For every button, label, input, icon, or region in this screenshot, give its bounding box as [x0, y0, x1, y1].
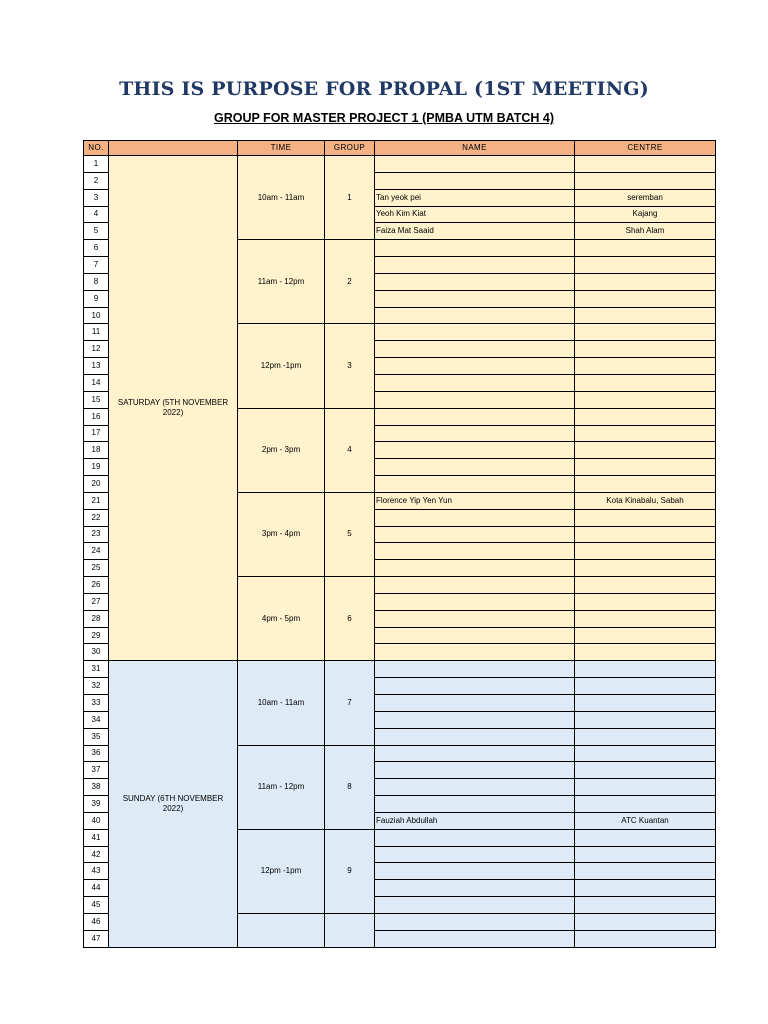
participant-name-cell [375, 627, 575, 644]
participant-name-cell [375, 324, 575, 341]
centre-cell [575, 374, 716, 391]
col-header-no: NO. [84, 141, 109, 156]
row-number: 2 [84, 172, 109, 189]
participant-name-cell [375, 374, 575, 391]
row-number: 6 [84, 240, 109, 257]
row-number: 16 [84, 408, 109, 425]
centre-cell [575, 476, 716, 493]
participant-name-cell [375, 745, 575, 762]
centre-cell [575, 863, 716, 880]
participant-name-cell [375, 610, 575, 627]
centre-cell [575, 745, 716, 762]
participant-name-cell [375, 240, 575, 257]
centre-cell [575, 290, 716, 307]
row-number: 45 [84, 897, 109, 914]
row-number: 43 [84, 863, 109, 880]
participant-name-cell [375, 661, 575, 678]
col-header-day [109, 141, 238, 156]
centre-cell [575, 678, 716, 695]
row-number: 17 [84, 425, 109, 442]
centre-cell [575, 846, 716, 863]
centre-cell [575, 560, 716, 577]
participant-name-cell [375, 526, 575, 543]
participant-name-cell [375, 341, 575, 358]
centre-cell [575, 880, 716, 897]
row-number: 27 [84, 593, 109, 610]
row-number: 3 [84, 189, 109, 206]
centre-cell [575, 391, 716, 408]
centre-cell [575, 728, 716, 745]
centre-cell: seremban [575, 189, 716, 206]
centre-cell [575, 593, 716, 610]
time-slot-cell: 11am - 12pm [238, 240, 325, 324]
centre-cell [575, 273, 716, 290]
group-number-cell: 7 [325, 661, 375, 745]
day-cell: SATURDAY (5TH NOVEMBER 2022) [109, 156, 238, 661]
participant-name-cell [375, 796, 575, 813]
participant-name-cell [375, 509, 575, 526]
group-number-cell: 2 [325, 240, 375, 324]
group-number-cell: 3 [325, 324, 375, 408]
centre-cell [575, 307, 716, 324]
time-slot-cell: 3pm - 4pm [238, 492, 325, 576]
participant-name-cell [375, 880, 575, 897]
row-number: 19 [84, 459, 109, 476]
col-header-centre: CENTRE [575, 141, 716, 156]
time-slot-cell: 12pm -1pm [238, 829, 325, 913]
row-number: 37 [84, 762, 109, 779]
participant-name-cell [375, 897, 575, 914]
participant-name-cell [375, 425, 575, 442]
participant-name-cell [375, 543, 575, 560]
participant-name-cell: Faiza Mat Saaid [375, 223, 575, 240]
centre-cell [575, 156, 716, 173]
row-number: 28 [84, 610, 109, 627]
row-number: 20 [84, 476, 109, 493]
centre-cell: Shah Alam [575, 223, 716, 240]
group-number-cell: 1 [325, 156, 375, 240]
row-number: 12 [84, 341, 109, 358]
centre-cell [575, 459, 716, 476]
centre-cell [575, 543, 716, 560]
group-number-cell: 5 [325, 492, 375, 576]
participant-name-cell [375, 156, 575, 173]
participant-name-cell [375, 273, 575, 290]
time-slot-cell: 10am - 11am [238, 661, 325, 745]
participant-name-cell [375, 678, 575, 695]
participant-name-cell: Tan yeok pei [375, 189, 575, 206]
group-number-cell: 6 [325, 577, 375, 661]
centre-cell [575, 762, 716, 779]
table-row [84, 661, 716, 678]
participant-name-cell [375, 442, 575, 459]
row-number: 11 [84, 324, 109, 341]
participant-name-cell [375, 930, 575, 947]
day-cell: SUNDAY (6TH NOVEMBER 2022) [109, 661, 238, 947]
participant-name-cell [375, 560, 575, 577]
centre-cell [575, 408, 716, 425]
centre-cell [575, 610, 716, 627]
group-number-cell [325, 913, 375, 947]
schedule-table [83, 140, 716, 948]
centre-cell [575, 930, 716, 947]
participant-name-cell: Florence Yip Yen Yun [375, 492, 575, 509]
row-number: 34 [84, 711, 109, 728]
centre-cell [575, 425, 716, 442]
row-number: 14 [84, 374, 109, 391]
centre-cell [575, 442, 716, 459]
participant-name-cell [375, 695, 575, 712]
participant-name-cell [375, 846, 575, 863]
participant-name-cell: Fauziah Abdullah [375, 812, 575, 829]
centre-cell [575, 526, 716, 543]
centre-cell [575, 509, 716, 526]
participant-name-cell [375, 577, 575, 594]
participant-name-cell [375, 476, 575, 493]
time-slot-cell: 2pm - 3pm [238, 408, 325, 492]
centre-cell [575, 913, 716, 930]
row-number: 35 [84, 728, 109, 745]
row-number: 9 [84, 290, 109, 307]
centre-cell [575, 257, 716, 274]
row-number: 32 [84, 678, 109, 695]
participant-name-cell [375, 728, 575, 745]
time-slot-cell [238, 913, 325, 947]
row-number: 1 [84, 156, 109, 173]
header-row [84, 141, 716, 156]
participant-name-cell [375, 459, 575, 476]
centre-cell: Kota Kinabalu, Sabah [575, 492, 716, 509]
row-number: 33 [84, 695, 109, 712]
row-number: 5 [84, 223, 109, 240]
participant-name-cell [375, 711, 575, 728]
col-header-time: TIME [238, 141, 325, 156]
row-number: 24 [84, 543, 109, 560]
participant-name-cell [375, 391, 575, 408]
time-slot-cell: 4pm - 5pm [238, 577, 325, 661]
row-number: 26 [84, 577, 109, 594]
centre-cell [575, 240, 716, 257]
participant-name-cell [375, 172, 575, 189]
participant-name-cell [375, 593, 575, 610]
table-row [84, 156, 716, 173]
row-number: 25 [84, 560, 109, 577]
centre-cell [575, 695, 716, 712]
centre-cell [575, 627, 716, 644]
row-number: 39 [84, 796, 109, 813]
row-number: 8 [84, 273, 109, 290]
group-number-cell: 4 [325, 408, 375, 492]
time-slot-cell: 10am - 11am [238, 156, 325, 240]
centre-cell [575, 829, 716, 846]
participant-name-cell [375, 762, 575, 779]
group-number-cell: 9 [325, 829, 375, 913]
page-subtitle: GROUP FOR MASTER PROJECT 1 (PMBA UTM BATCH 4) [213, 111, 555, 125]
centre-cell [575, 796, 716, 813]
centre-cell [575, 779, 716, 796]
row-number: 4 [84, 206, 109, 223]
participant-name-cell [375, 644, 575, 661]
participant-name-cell [375, 257, 575, 274]
time-slot-cell: 12pm -1pm [238, 324, 325, 408]
row-number: 44 [84, 880, 109, 897]
centre-cell [575, 711, 716, 728]
row-number: 13 [84, 358, 109, 375]
row-number: 36 [84, 745, 109, 762]
row-number: 22 [84, 509, 109, 526]
row-number: 31 [84, 661, 109, 678]
centre-cell [575, 358, 716, 375]
centre-cell: Kajang [575, 206, 716, 223]
page-title: THIS IS PURPOSE FOR PROPAL (1ST MEETING) [119, 78, 649, 100]
row-number: 10 [84, 307, 109, 324]
group-number-cell: 8 [325, 745, 375, 829]
centre-cell [575, 324, 716, 341]
schedule-body [84, 156, 716, 948]
time-slot-cell: 11am - 12pm [238, 745, 325, 829]
participant-name-cell [375, 913, 575, 930]
participant-name-cell [375, 863, 575, 880]
centre-cell: ATC Kuantan [575, 812, 716, 829]
row-number: 42 [84, 846, 109, 863]
row-number: 30 [84, 644, 109, 661]
row-number: 15 [84, 391, 109, 408]
centre-cell [575, 661, 716, 678]
participant-name-cell [375, 290, 575, 307]
centre-cell [575, 644, 716, 661]
col-header-group: GROUP [325, 141, 375, 156]
row-number: 7 [84, 257, 109, 274]
row-number: 21 [84, 492, 109, 509]
row-number: 38 [84, 779, 109, 796]
participant-name-cell: Yeoh Kim Kiat [375, 206, 575, 223]
participant-name-cell [375, 779, 575, 796]
participant-name-cell [375, 408, 575, 425]
participant-name-cell [375, 829, 575, 846]
centre-cell [575, 172, 716, 189]
row-number: 23 [84, 526, 109, 543]
centre-cell [575, 897, 716, 914]
row-number: 29 [84, 627, 109, 644]
row-number: 46 [84, 913, 109, 930]
participant-name-cell [375, 307, 575, 324]
row-number: 40 [84, 812, 109, 829]
row-number: 41 [84, 829, 109, 846]
row-number: 18 [84, 442, 109, 459]
participant-name-cell [375, 358, 575, 375]
centre-cell [575, 341, 716, 358]
centre-cell [575, 577, 716, 594]
row-number: 47 [84, 930, 109, 947]
col-header-name: NAME [375, 141, 575, 156]
